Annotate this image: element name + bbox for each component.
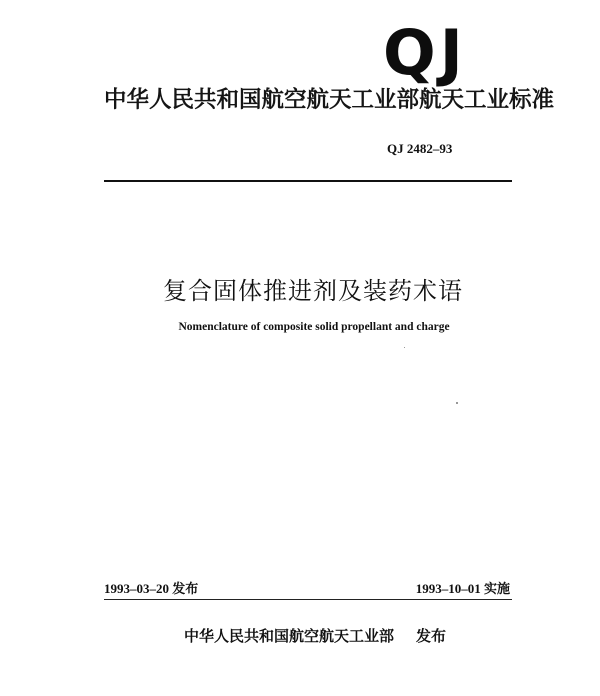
issuer-line: [184, 626, 446, 646]
header-divider: [104, 180, 512, 182]
implementation-date: 1993–10–01 实施: [415, 581, 510, 596]
qj-logo: QJ: [383, 16, 467, 89]
issuer-issue-word: 发布: [416, 627, 447, 645]
issuer-name: 中华人民共和国航空航天工业部: [184, 627, 395, 645]
standard-number: QJ 2482–93: [387, 141, 453, 156]
scan-speck: [456, 402, 458, 404]
document-title-chinese: 复合固体推进剂及装药术语: [163, 277, 463, 305]
scan-speck: [404, 347, 405, 348]
footer-divider: [104, 599, 512, 600]
issue-date: 1993–03–20 发布: [104, 581, 199, 596]
document-title-english: Nomenclature of composite solid propellant and charge: [178, 321, 450, 333]
standard-category: 中华人民共和国航空航天工业部航天工业标准: [104, 87, 555, 113]
